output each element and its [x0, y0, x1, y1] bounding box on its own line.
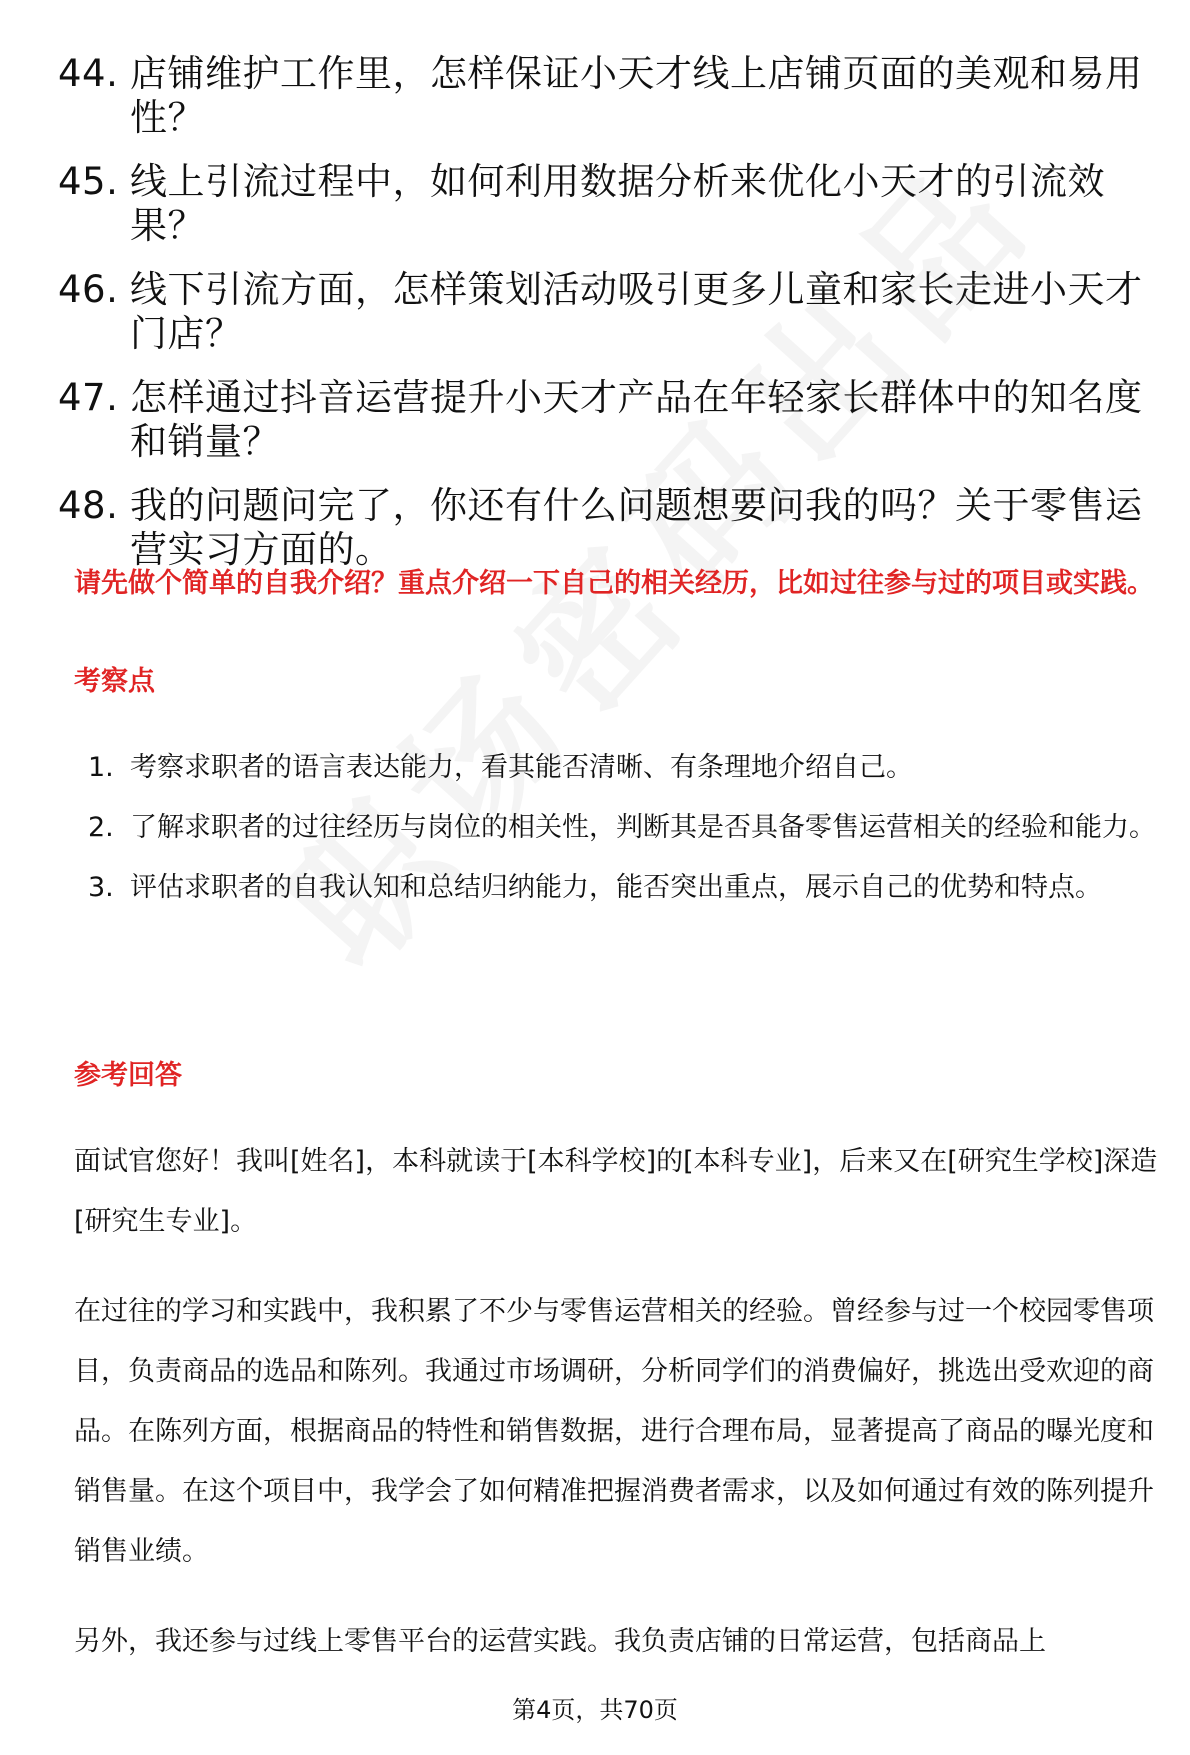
- question-text: 怎样通过抖音运营提升小天才产品在年轻家长群体中的知名度和销量？: [130, 376, 1143, 463]
- question-number: 45.: [58, 160, 119, 203]
- answer-paragraph: 面试官您好！我叫[姓名]，本科就读于[本科学校]的[本科专业]，后来又在[研究生学校]深造[研究生专业]。: [74, 1146, 1158, 1237]
- question-heading: 请先做个简单的自我介绍？重点介绍一下自己的相关经历，比如过往参与过的项目或实践。: [74, 568, 1154, 599]
- assessment-point: [88, 798, 1164, 858]
- question-item: [58, 484, 1158, 572]
- question-item: [58, 376, 1158, 464]
- assessment-point: [88, 858, 1164, 918]
- point-text: 考察求职者的语言表达能力，看其能否清晰、有条理地介绍自己。: [130, 752, 913, 783]
- question-item: [58, 52, 1158, 140]
- page-footer: 第4页，共70页: [512, 1696, 678, 1724]
- question-number: 46.: [58, 268, 119, 311]
- question-item: [58, 160, 1158, 248]
- question-text: 我的问题问完了，你还有什么问题想要问我的吗？关于零售运营实习方面的。: [130, 484, 1143, 571]
- question-item: [58, 268, 1158, 356]
- point-text: 评估求职者的自我认知和总结归纳能力，能否突出重点，展示自己的优势和特点。: [130, 872, 1102, 903]
- question-number: 48.: [58, 484, 119, 527]
- question-number: 47.: [58, 376, 119, 419]
- answer-paragraph: 在过往的学习和实践中，我积累了不少与零售运营相关的经验。曾经参与过一个校园零售项目，负责商品的选品和陈列。我通过市场调研，分析同学们的消费偏好，挑选出受欢迎的商品。在陈列方面，根据商品的特性和销售数据，进行合理布局，显著提高了商品的曝光度和销售量。在这个项目中，我学会了如何精准把握消费者需求，以及如何通过有效的陈列提升销售业绩。: [74, 1296, 1154, 1567]
- point-text: 了解求职者的过往经历与岗位的相关性，判断其是否具备零售运营相关的经验和能力。: [130, 812, 1156, 843]
- question-list: [58, 52, 1158, 592]
- answer-paragraph: 另外，我还参与过线上零售平台的运营实践。我负责店铺的日常运营，包括商品上: [74, 1626, 1046, 1657]
- point-number: 2.: [88, 812, 114, 843]
- answer-label: 参考回答: [74, 1060, 182, 1091]
- question-text: 店铺维护工作里，怎样保证小天才线上店铺页面的美观和易用性？: [130, 52, 1143, 139]
- point-number: 1.: [88, 752, 114, 783]
- assessment-point: [88, 738, 1164, 798]
- question-text: 线上引流过程中，如何利用数据分析来优化小天才的引流效果？: [130, 160, 1105, 247]
- question-text: 线下引流方面，怎样策划活动吸引更多儿童和家长走进小天才门店？: [130, 268, 1143, 355]
- question-number: 44.: [58, 52, 119, 95]
- assessment-label: 考察点: [74, 666, 155, 697]
- assessment-points: [88, 738, 1164, 918]
- point-number: 3.: [88, 872, 114, 903]
